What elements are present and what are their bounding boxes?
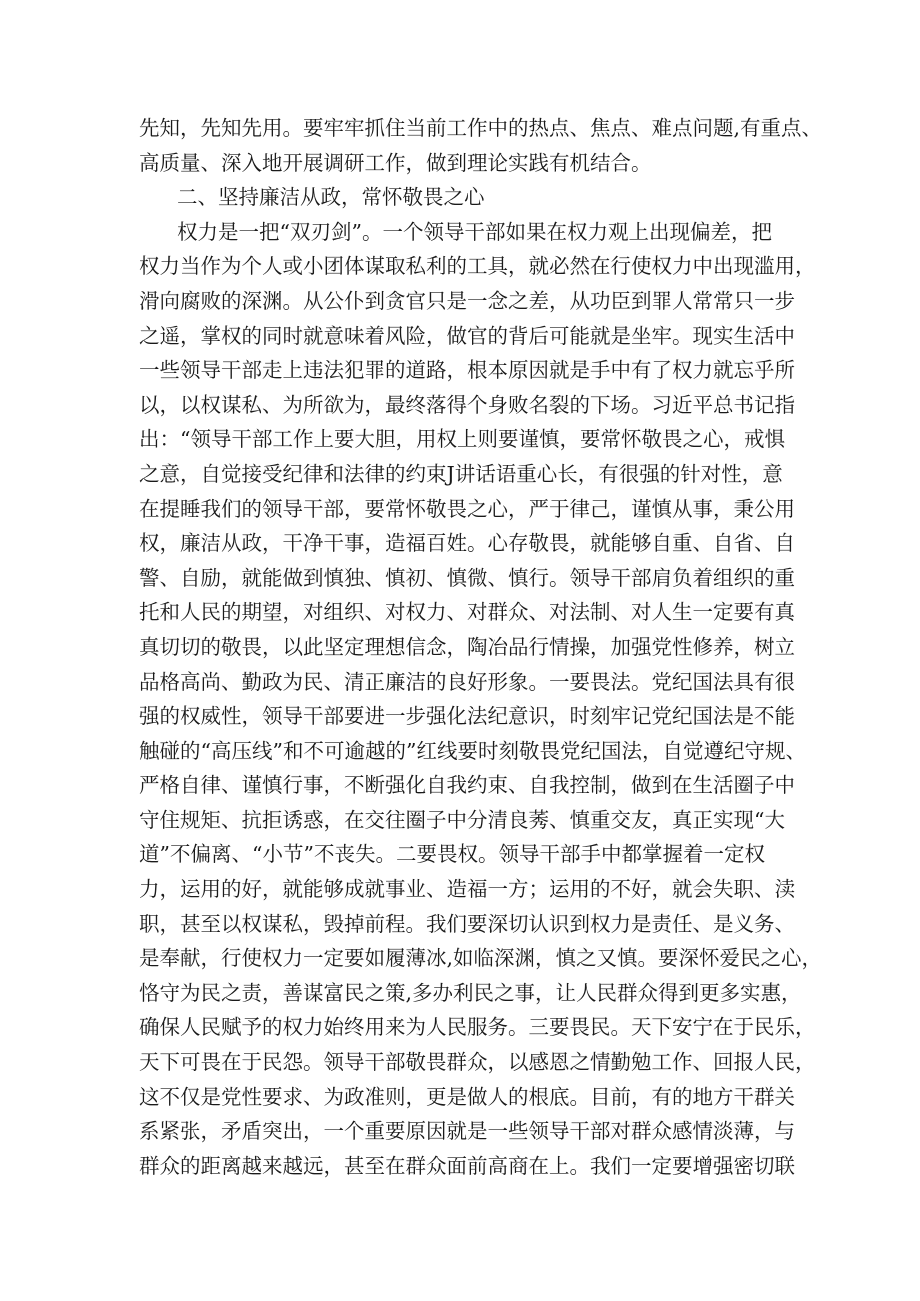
text-line: 真切切的敬畏，以此坚定理想信念，陶冶品行情操，加强党性修养，树立: [139, 634, 795, 659]
text-line: 这不仅是党性要求、为政准则，更是做人的根底。目前，有的地方干群关: [139, 1084, 795, 1109]
text-line: 权力当作为个人或小团体谋取私利的工具，就必然在行使权力中出现滥用，: [139, 254, 816, 279]
text-line: 以，以权谋私、为所欲为，最终落得个身败名裂的下场。习近平总书记指: [139, 392, 795, 417]
text-line: 严格自律、谨慎行事，不断强化自我约束、自我控制，做到在生活圈子中: [139, 773, 795, 798]
text-line: 高质量、深入地开展调研工作，做到理论实践有机结合。: [139, 150, 652, 175]
paragraph-first-line: 权力是一把“双刃剑”。一个领导干部如果在权力观上出现偏差，把: [177, 219, 772, 244]
text-line: 职，甚至以权谋私，毁掉前程。我们要深切认识到权力是责任、是义务、: [139, 911, 795, 936]
text-line: 托和人民的期望，对组织、对权力、对群众、对法制、对人生一定要有真: [139, 600, 795, 625]
text-line: 滑向腐败的深渊。从公仆到贪官只是一念之差，从功臣到罪人常常只一步: [139, 288, 795, 313]
text-line: 确保人民赋予的权力始终用来为人民服务。三要畏民。天下安宁在于民乐，: [139, 1015, 816, 1040]
text-line: 权，廉洁从政，干净干事，造福百姓。心存敬畏，就能够自重、自省、自: [139, 531, 795, 556]
section-heading: 二、坚持廉洁从政，常怀敬畏之心: [177, 185, 485, 210]
text-line: 之意，自觉接受纪律和法律的约束J讲话语重心长，有很强的针对性，意: [139, 461, 783, 486]
text-line: 道”不偏离、“小节”不丧失。二要畏权。领导干部手中都掌握着一定权: [139, 842, 765, 867]
text-line: 守住规矩、抗拒诱惑，在交往圈子中分清良莠、慎重交友，真正实现“大: [139, 807, 785, 832]
text-line: 强的权威性，领导干部要进一步强化法纪意识，时刻牢记党纪国法是不能: [139, 704, 795, 729]
text-line: 恪守为民之责，善谋富民之策,多办利民之事，让人民群众得到更多实惠，: [139, 980, 802, 1005]
text-line: 先知，先知先用。要牢牢抓住当前工作中的热点、焦点、难点问题,有重点、: [139, 116, 823, 140]
text-line: 系紧张，矛盾突出，一个重要原因就是一些领导干部对群众感情淡薄，与: [139, 1119, 795, 1144]
text-line: 触碰的“高压线”和不可逾越的”红线要时刻敬畏党纪国法，自觉遵纪守规、: [139, 738, 806, 763]
text-line: 警、自励，就能做到慎独、慎初、慎微、慎行。领导干部肩负着组织的重: [139, 565, 795, 590]
text-line: 是奉献，行使权力一定要如履薄冰,如临深渊，慎之又慎。要深怀爱民之心，: [139, 946, 823, 971]
body-text: [139, 111, 823, 1183]
text-line: 出：“领导干部工作上要大胆，用权上则要谨慎，要常怀敬畏之心，戒惧: [139, 427, 785, 452]
text-line: 之遥，掌权的同时就意味着风险，做官的背后可能就是坐牢。现实生活中: [139, 323, 795, 348]
text-line: 一些领导干部走上违法犯罪的道路，根本原因就是手中有了权力就忘乎所: [139, 358, 795, 383]
text-line: 群众的距离越来越远，甚至在群众面前高商在上。我们一定要增强密切联: [139, 1153, 795, 1178]
text-line: 在提睡我们的领导干部，要常怀敬畏之心，严于律己，谨慎从事，秉公用: [139, 496, 795, 521]
text-line: 品格高尚、勤政为民、清正廉洁的良好形象。一要畏法。党纪国法具有很: [139, 669, 795, 694]
text-line: 力，运用的好，就能够成就事业、造福一方；运用的不好，就会失职、渎: [139, 877, 795, 902]
text-line: 天下可畏在于民怨。领导干部敬畏群众，以感恩之情勤勉工作、回报人民，: [139, 1050, 816, 1075]
